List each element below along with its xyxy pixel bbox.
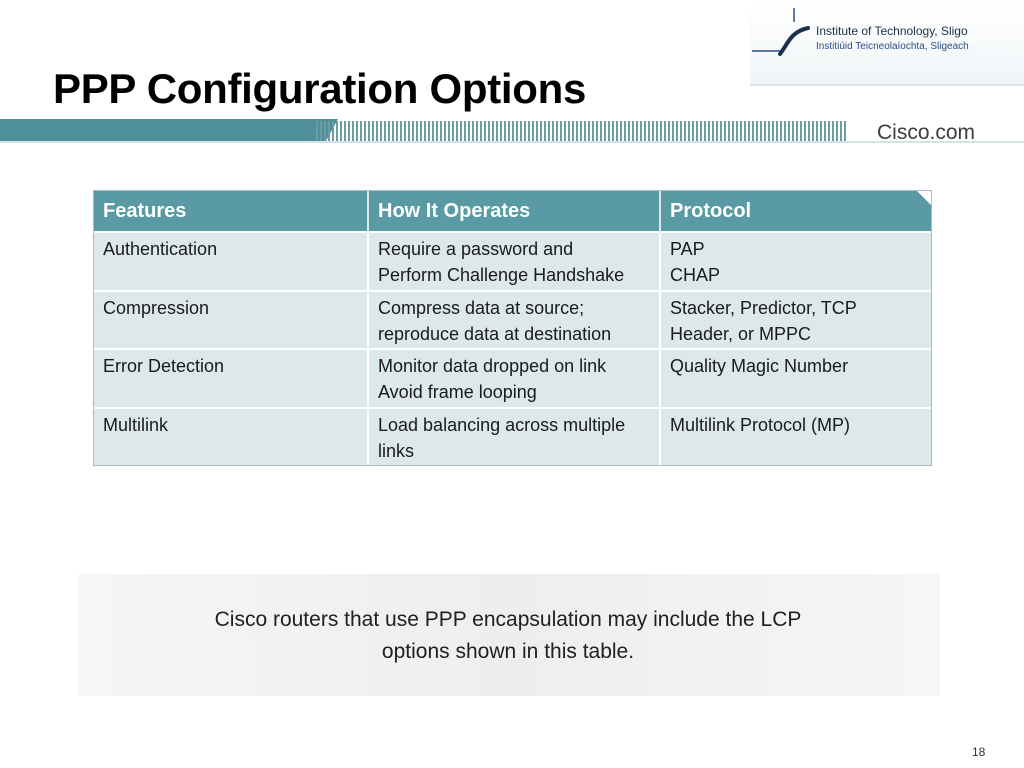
institute-name-irish: Institiúid Teicneolaíochta, Sligeach [816, 41, 969, 52]
protocol-line: Header, or MPPC [670, 323, 812, 344]
page-number: 18 [972, 745, 986, 759]
slide-caption: Cisco routers that use PPP encapsulation may include the LCP options shown in this table. [214, 608, 802, 663]
table-row [94, 408, 931, 466]
column-header-features: Features [94, 191, 368, 232]
feature-cell: Error Detection [94, 349, 368, 408]
operates-cell [368, 232, 660, 291]
operates-line: Avoid frame looping [378, 382, 537, 402]
table-row [94, 291, 931, 350]
protocol-line: Multilink Protocol (MP) [670, 414, 851, 435]
operates-line: Require a password and [378, 239, 574, 259]
table-row [94, 232, 931, 291]
operates-line: Load balancing across multiple [378, 414, 626, 435]
lcp-options-table [94, 191, 931, 465]
operates-cell [368, 291, 660, 350]
table-row [94, 349, 931, 408]
protocol-line: Quality Magic Number [670, 356, 849, 376]
institute-logo-icon [752, 4, 812, 64]
institute-name-english: Institute of Technology, Sligo [816, 24, 968, 38]
cisco-header-band [0, 117, 1024, 145]
operates-line: Perform Challenge Handshake [378, 265, 625, 285]
protocol-line: PAP [670, 239, 705, 259]
protocol-line: Stacker, Predictor, TCP [670, 297, 857, 318]
protocol-cell [660, 291, 931, 350]
lcp-options-table-panel [93, 190, 932, 466]
operates-cell [368, 408, 660, 466]
feature-cell: Multilink [94, 408, 368, 466]
feature-cell: Authentication [94, 232, 368, 291]
operates-cell [368, 349, 660, 408]
operates-line: Compress data at source; [378, 297, 585, 318]
caption-panel [78, 574, 940, 696]
column-header-how-it-operates: How It Operates [368, 191, 660, 232]
cisco-brand: Cisco.com [877, 121, 976, 144]
protocol-cell [660, 232, 931, 291]
protocol-line: CHAP [670, 265, 721, 285]
feature-cell: Compression [94, 291, 368, 350]
slide-title: PPP Configuration Options [53, 65, 587, 112]
protocol-cell [660, 408, 931, 466]
table-header-row [94, 191, 931, 232]
column-header-protocol: Protocol [660, 191, 931, 232]
operates-line: Monitor data dropped on link [378, 356, 607, 376]
operates-line: links [378, 440, 415, 461]
operates-line: reproduce data at destination [378, 323, 612, 344]
protocol-cell [660, 349, 931, 408]
